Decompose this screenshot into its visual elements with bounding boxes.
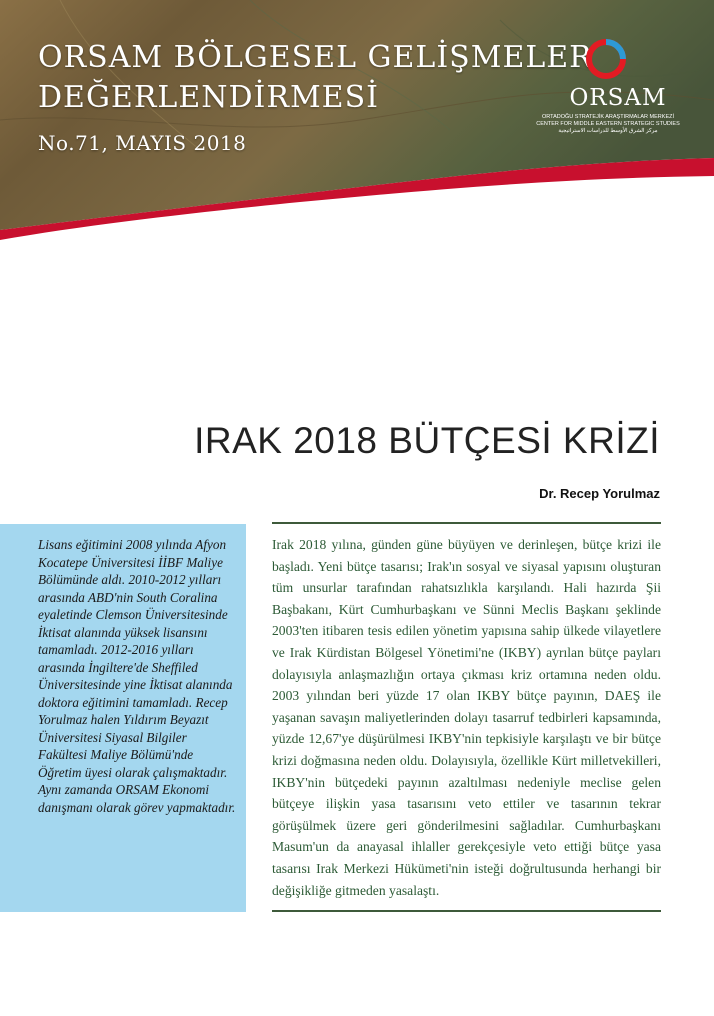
issue-number: No.71, MAYIS 2018	[38, 131, 247, 155]
cover-header	[0, 0, 714, 240]
logo-wordmark: ORSAM	[569, 85, 667, 111]
logo-tagline-en: CENTER FOR MIDDLE EASTERN STRATEGIC STUDIES	[536, 121, 680, 127]
logo-tagline-ar: مركز الشرق الأوسط للدراسات الاستراتيجية	[558, 128, 658, 134]
orsam-ring-icon	[583, 36, 629, 82]
series-title-line2: DEĞERLENDİRMESİ	[38, 80, 379, 115]
bottom-rule	[272, 910, 661, 912]
article-title: IRAK 2018 BÜTÇESİ KRİZİ	[194, 420, 660, 461]
series-title-line1: ORSAM BÖLGESEL GELİŞMELER	[38, 40, 593, 75]
series-title	[38, 38, 593, 118]
author-bio-text: Lisans eğitimini 2008 yılında Afyon Kocatepe Üniversitesi İİBF Maliye Bölümünde aldı. 2010-2012 yılları arasında ABD'nin South Coralina eyaletinde Clemson Üniversitesinde İktisat alanında yüksek lisansını tamamladı. 2012-2016 yılları arasında İngiltere'de Sheffiled Üniversitesinde yine İktisat alanında doktora eğitimini tamamladı. Recep Yorulmaz halen Yıldırım Beyazıt Üniversitesi Siyasal Bilgiler Fakültesi Maliye Bölümü'nde Öğretim üyesi olarak çalışmaktadır. Aynı zamanda ORSAM Ekonomi danışmanı olarak görev yapmaktadır.	[38, 537, 236, 815]
author-bio-box	[0, 524, 246, 912]
author-name: Dr. Recep Yorulmaz	[539, 486, 660, 501]
logo-tagline-tr: ORTADOĞU STRATEJİK ARAŞTIRMALAR MERKEZİ	[541, 114, 675, 120]
top-rule	[272, 522, 661, 524]
article-body: Irak 2018 yılına, günden güne büyüyen ve derinleşen, bütçe krizi ile başladı. Yeni bütçe tasarısı; Irak'ın sosyal ve siyasal yapısını oluşturan tüm unsurlar tarafından rahatsızlıkla karşılandı. Hali hazırda Şii Başbakanı, Kürt Cumhurbaşkanı ve Sünni Meclis Başkanı şeklinde 2003'ten itibaren tesis edilen yönetim yapısına sahip ülkede vilayetlere ve Irak Kürdistan Bölgesel Yönetimi'ne (IKBY) ayrılan bütçe payları dolayısıyla anlaşmazlığın ortaya çıkması kriz ortamına neden oldu. 2003 yılından beri yüzde 17 olan IKBY bütçe payının, DAEŞ ile yaşanan savaşın maliyetlerinden dolayı tasarruf tedbirleri kapsamında, yüzde 12,67'ye düşürülmesi IKBY'nin tepkisiyle karşılaştı ve bir bütçe krizi doğmasına neden oldu. Dolayısıyla, özellikle Kürt milletvekilleri, IKBY'nin bütçedeki payının azaltılması nedeniyle meclise gelen bütçeye ilişkin yasa tasarısını veto ettiler ve tasarının tekrar görüşülmek üzere geri gönderilmesini sağladılar. Cumhurbaşkanı Masum'un da anayasal ihlaller gerekçesiyle veto ettiği bütçe yasa tasarısı Irak Merkezi Hükümeti'nin isteği doğrultusunda herhangi bir değişikliğe gitmeden yasalaştı.	[272, 537, 661, 898]
